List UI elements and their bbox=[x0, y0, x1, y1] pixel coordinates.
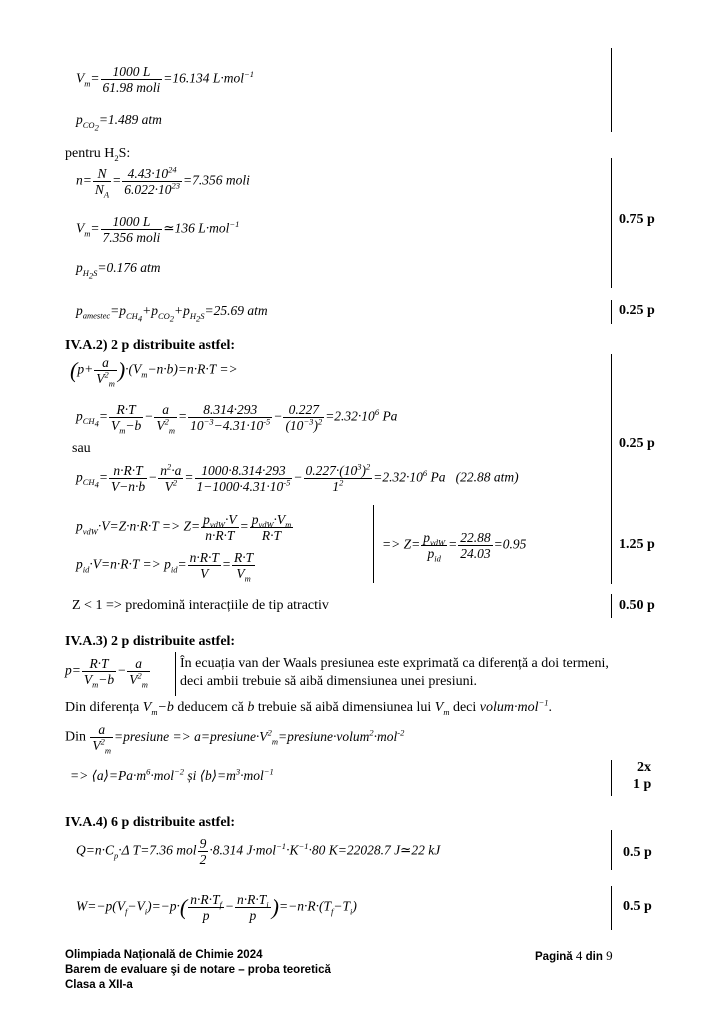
eq-q: $Q=n\cdot C_p\cdot\Delta$ T=7.36 mol $\frac{9}{2}$ ·8.314 $J\cdot mol^{-1}\cdot K^{-1}\cdot 80$ K=22028.7 J≃22 kJ bbox=[76, 836, 441, 867]
label-sau: sau bbox=[72, 441, 91, 456]
eq-p-co2: $p_{CO_2}=1.489$ atm bbox=[76, 112, 162, 133]
eq-z-vdw: $p_{vdW}\cdot V=Z\cdot n\cdot R\cdot T => Z=$ $\frac{p_{vdW}\cdot V}{n\cdot R\cdot T}$ = $\frac{p_{vdW}\cdot V_m}{R\cdot T}$ bbox=[76, 512, 292, 543]
eq-p-amestec: $p_{amestec}=p_{CH_4}+p_{CO_2}+p_{H_2S}=25.69$ atm bbox=[76, 303, 268, 324]
bracket-separator bbox=[373, 505, 374, 583]
points-1-25: 1.25 p bbox=[619, 537, 655, 552]
eq-w: $W=-p(V_f-V_i)=-p\cdot$( $\frac{n\cdot R\cdot T_f}{p}$ − $\frac{n\cdot R\cdot T_i}{p}$ )$=-n\cdot R\cdot(T_f-T_i)$ bbox=[76, 892, 357, 923]
column-separator bbox=[611, 594, 612, 618]
points-0-25-a: 0.25 p bbox=[619, 303, 655, 318]
column-separator bbox=[611, 886, 612, 930]
eq-p-vdw-explicit: p= $\frac{R\cdot T}{V_m-b}$ − $\frac{a}{V^2_m}$ bbox=[65, 656, 148, 690]
points-0-25-b: 0.25 p bbox=[619, 436, 655, 451]
eq-vdw: (p+ $\frac{a}{V^2_m}$ )$\cdot(V_m-n\cdot b)=n\cdot R\cdot T$ => bbox=[70, 355, 238, 389]
dimension-a-line: Din $\frac{a}{V^2_m}$ =presiune => $a=presiune\cdot V^2_m=presiune\cdot volum^2\cdot mol^{-2}$ bbox=[65, 722, 405, 756]
bracket-separator bbox=[175, 652, 176, 696]
eq-vm-h2s: $V_m=$ $\frac{1000 L}{\text{7.356 moli}}$ ≃136 L·mol$^{-1}$ bbox=[76, 214, 240, 245]
dimension-b-line: Din diferența $V_m-b$ deducem că b trebuie să aibă dimensiunea lui $V_m$ deci volum·mol$^{-1}$. bbox=[65, 697, 553, 717]
heading-iv-a-2: IV.A.2) 2 p distribuite astfel: bbox=[65, 338, 236, 353]
eq-z-value: => Z= $\frac{p_{vdW}}{p_{id}}$ = $\frac{22.88}{24.03}$ =0.95 bbox=[382, 530, 527, 564]
column-separator bbox=[611, 48, 612, 132]
explanation-line-2: deci ambii trebuie să aibă dimensiunea unei presiuni. bbox=[180, 674, 478, 689]
explanation-line-1: În ecuația van der Waals presiunea este exprimată ca diferență a doi termeni, bbox=[180, 656, 609, 671]
column-separator bbox=[611, 158, 612, 288]
points-0-5-b: 0.5 p bbox=[623, 899, 652, 914]
eq-n-h2s: n= $\frac{N}{N_A}$ = $\frac{4.43\cdot 10^{24}}{6.022\cdot 10^{23}}$ =7.356 moli bbox=[76, 164, 250, 200]
points-0-75: 0.75 p bbox=[619, 212, 655, 227]
points-2x: 2x bbox=[637, 760, 651, 775]
units-a-b: => $⟨a⟩=Pa\cdot m^6\cdot mol^{-2}$ și $⟨b⟩=m^3\cdot mol^{-1}$ bbox=[70, 766, 274, 783]
footer-class: Clasa a XII-a bbox=[65, 979, 133, 991]
points-0-50: 0.50 p bbox=[619, 598, 655, 613]
column-separator bbox=[611, 760, 612, 796]
conclusion-z: Z < 1 => predomină interacțiile de tip atractiv bbox=[72, 598, 329, 613]
points-1: 1 p bbox=[633, 777, 652, 792]
eq-p-h2s: $p_{H_2S}=0.176$ atm bbox=[76, 260, 161, 281]
footer-barem: Barem de evaluare şi de notare – proba teoretică bbox=[65, 964, 331, 976]
eq-p-ideal: $p_{id}\cdot V=n\cdot R\cdot T => p_{id}=$ $\frac{n\cdot R\cdot T}{V}$ = $\frac{R\cdot T}{V_m}$ bbox=[76, 550, 254, 584]
column-separator bbox=[611, 354, 612, 584]
column-separator bbox=[611, 300, 612, 324]
eq-vm-co2: $V_m=$ $\frac{1000 L}{\text{61.98 moli}}$ =16.134 L·mol$^{-1}$ bbox=[76, 64, 255, 95]
footer-olympiad: Olimpiada Națională de Chimie 2024 bbox=[65, 949, 263, 961]
eq-pch4-molar: $p_{CH_4}=$ $\frac{R\cdot T}{V_m-b}$ − $\frac{a}{V^2_m}$ = $\frac{8.314\cdot 293}{10^{-3}-4.31\cdot 10^{-5}}$ − $\frac{0.227}{(10^{-3})^2}$ $=2.32\cdot 10^6$ Pa bbox=[76, 402, 398, 436]
column-separator bbox=[611, 830, 612, 870]
eq-pch4-moles: $p_{CH_4}=$ $\frac{n\cdot R\cdot T}{V-n\cdot b}$ − $\frac{n^2\cdot a}{V^2}$ = $\frac{1000\cdot 8.314\cdot 293}{1-1000\cdot 4.31\cdot 10^{-5}}$ − $\frac{0.227\cdot(10^3)^2}{1^2}$ $=2.32\cdot 10^6$ Pa (22.88 atm) bbox=[76, 461, 519, 494]
heading-iv-a-3: IV.A.3) 2 p distribuite astfel: bbox=[65, 634, 236, 649]
points-0-5-a: 0.5 p bbox=[623, 845, 652, 860]
page-number: Pagină 4 din 9 bbox=[535, 948, 613, 963]
label-h2s: pentru $H_2S$: bbox=[65, 146, 131, 163]
heading-iv-a-4: IV.A.4) 6 p distribuite astfel: bbox=[65, 815, 236, 830]
